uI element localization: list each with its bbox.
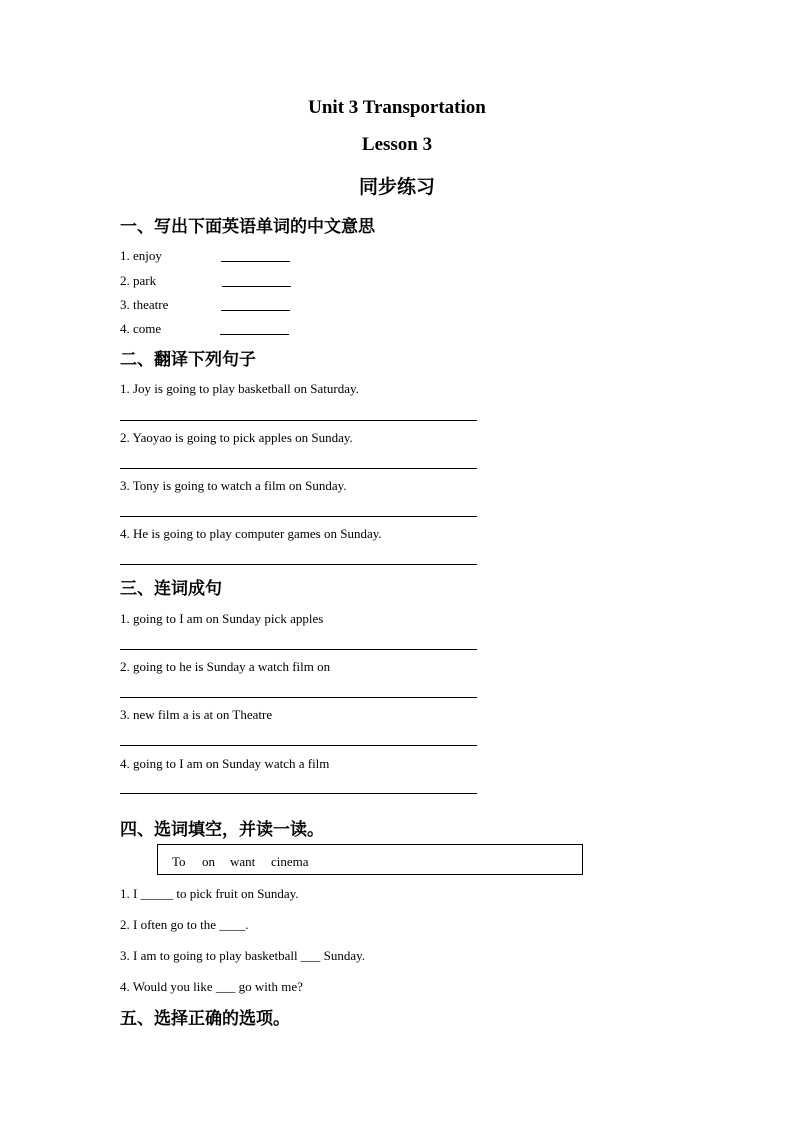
answer-line[interactable] xyxy=(120,793,477,794)
vocab-item: 2. park xyxy=(120,273,157,288)
word-bank-word: on xyxy=(202,854,215,869)
answer-line[interactable] xyxy=(120,468,477,469)
section3-heading: 三、连词成句 xyxy=(120,579,222,598)
section5-heading: 五、选择正确的选项。 xyxy=(120,1009,290,1028)
answer-line[interactable] xyxy=(120,649,477,650)
vocab-item: 3. theatre xyxy=(120,297,169,312)
reorder-item: 1. going to I am on Sunday pick apples xyxy=(120,611,324,626)
vocab-item: 1. enjoy xyxy=(120,248,162,263)
vocab-item: 4. come xyxy=(120,321,162,336)
answer-blank[interactable] xyxy=(220,334,289,335)
fill-blank-item: 3. I am to going to play basketball ___ Sunday. xyxy=(120,948,366,963)
section1-heading: 一、写出下面英语单词的中文意思 xyxy=(120,217,375,236)
answer-line[interactable] xyxy=(120,564,477,565)
reorder-item: 3. new film a is at on Theatre xyxy=(120,707,273,722)
answer-blank[interactable] xyxy=(222,286,291,287)
fill-blank-item: 4. Would you like ___ go with me? xyxy=(120,979,303,994)
fill-blank-item: 1. I _____ to pick fruit on Sunday. xyxy=(120,886,299,901)
answer-line[interactable] xyxy=(120,420,477,421)
answer-line[interactable] xyxy=(120,697,477,698)
fill-blank-item: 2. I often go to the ____. xyxy=(120,917,249,932)
unit-title: Unit 3 Transportation xyxy=(308,97,486,118)
translate-item: 1. Joy is going to play basketball on Saturday. xyxy=(120,381,359,396)
translate-item: 2. Yaoyao is going to pick apples on Sunday. xyxy=(120,430,353,445)
answer-line[interactable] xyxy=(120,745,477,746)
answer-line[interactable] xyxy=(120,516,477,517)
translate-item: 3. Tony is going to watch a film on Sunday. xyxy=(120,478,347,493)
word-bank-word: want xyxy=(230,854,256,869)
section4-heading: 四、选词填空，并读一读。 xyxy=(120,820,324,839)
worksheet-subtitle: 同步练习 xyxy=(358,177,435,198)
reorder-item: 2. going to he is Sunday a watch film on xyxy=(120,659,331,674)
reorder-item: 4. going to I am on Sunday watch a film xyxy=(120,756,330,771)
word-bank-word: To xyxy=(172,854,186,869)
word-bank-box xyxy=(157,844,583,875)
word-bank-word: cinema xyxy=(271,854,309,869)
section2-heading: 二、翻译下列句子 xyxy=(120,350,256,369)
translate-item: 4. He is going to play computer games on Sunday. xyxy=(120,526,382,541)
answer-blank[interactable] xyxy=(221,310,290,311)
answer-blank[interactable] xyxy=(221,261,290,262)
lesson-title: Lesson 3 xyxy=(361,134,433,155)
